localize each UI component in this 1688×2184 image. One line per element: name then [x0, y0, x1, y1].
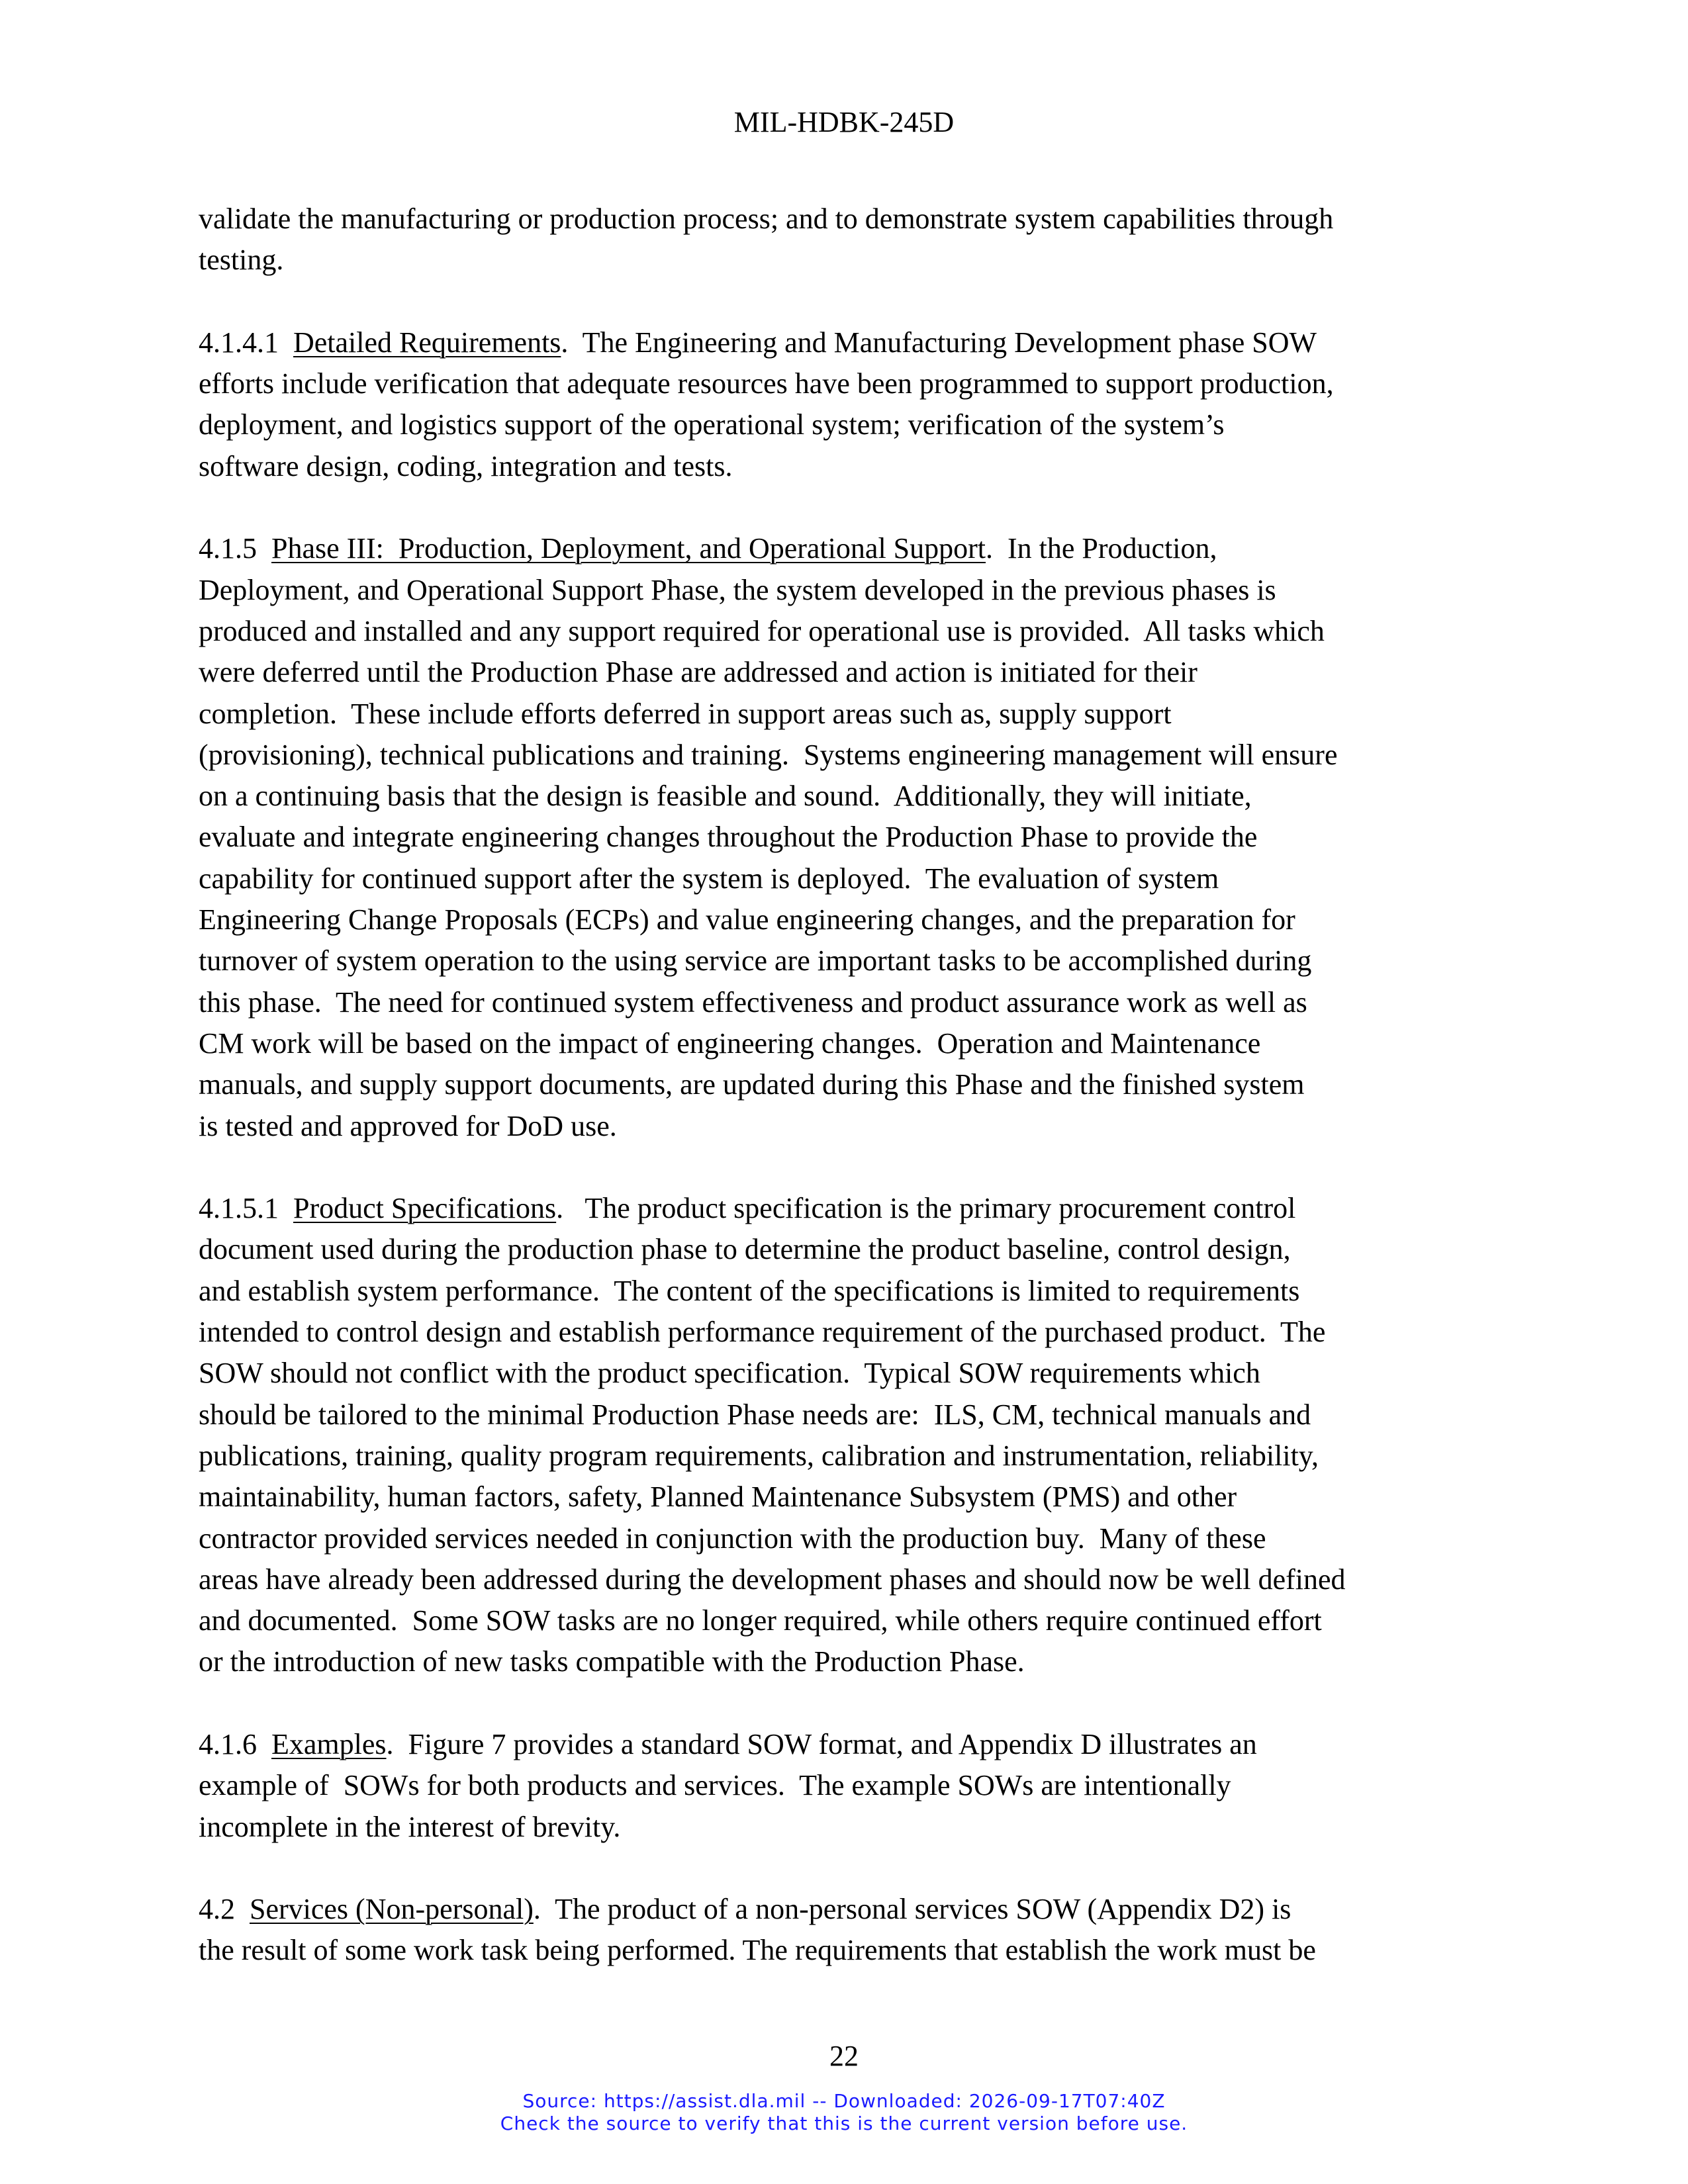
body-line: this phase. The need for continued system effectiveness and product assurance work as well as — [199, 985, 1307, 1019]
body-line: contractor provided services needed in conjunction with the production buy. Many of these — [199, 1522, 1266, 1555]
section-heading: Services (Non-personal) — [250, 1893, 534, 1926]
section-number: 4.1.5 — [199, 532, 257, 565]
body-text: The Engineering and Manufacturing Development phase SOW — [582, 326, 1317, 359]
body-line: validate the manufacturing or production process; and to demonstrate system capabilities through — [199, 203, 1334, 235]
body-line: (provisioning), technical publications and training. Systems engineering management will ensure — [199, 738, 1338, 771]
source-footer — [0, 2090, 1688, 2135]
body-line: software design, coding, integration and tests. — [199, 449, 733, 482]
body-line: example of SOWs for both products and services. The example SOWs are intentionally — [199, 1769, 1231, 1802]
body-text: The product specification is the primary procurement control — [585, 1192, 1296, 1225]
body-line: SOW should not conflict with the product specification. Typical SOW requirements which — [199, 1357, 1260, 1390]
body-line: incomplete in the interest of brevity. — [199, 1810, 621, 1843]
body-line: evaluate and integrate engineering changes throughout the Production Phase to provide the — [199, 821, 1258, 854]
body-line: were deferred until the Production Phase are addressed and action is initiated for their — [199, 656, 1197, 689]
body-line: Deployment, and Operational Support Phase, the system developed in the previous phases is — [199, 573, 1276, 606]
page-number: 22 — [829, 2040, 859, 2072]
section-number: 4.1.4.1 — [199, 326, 279, 359]
body-line: efforts include verification that adequate resources have been programmed to support production, — [199, 367, 1334, 400]
section-4-1-5 — [199, 528, 1503, 1146]
body-line: turnover of system operation to the using service are important tasks to be accomplished during — [199, 944, 1312, 978]
section-first-line: 4.1.4.1 Detailed Requirements. The Engineering and Manufacturing Development phase SOW — [199, 326, 1317, 359]
body-line: is tested and approved for DoD use. — [199, 1109, 617, 1142]
body-line: manuals, and supply support documents, are updated during this Phase and the finished system — [199, 1068, 1305, 1101]
section-4-1-6 — [199, 1724, 1503, 1848]
document-header: MIL-HDBK-245D — [733, 106, 955, 138]
verify-notice: Check the source to verify that this is the current version before use. — [500, 2113, 1188, 2134]
section-heading: Examples — [271, 1727, 387, 1760]
paragraph-continuation — [199, 199, 1503, 281]
body-line: document used during the production phase to determine the product baseline, control design, — [199, 1233, 1291, 1266]
body-line: produced and installed and any support required for operational use is provided. All tasks which — [199, 614, 1325, 647]
body-line: CM work will be based on the impact of engineering changes. Operation and Maintenance — [199, 1026, 1261, 1060]
body-line: and establish system performance. The content of the specifications is limited to requirements — [199, 1274, 1300, 1307]
body-line: should be tailored to the minimal Production Phase needs are: ILS, CM, technical manuals and — [199, 1398, 1311, 1431]
body-text: In the Production, — [1008, 532, 1217, 565]
body-line: areas have already been addressed during the development phases and should now be well defined — [199, 1563, 1346, 1596]
section-4-1-5-1 — [199, 1188, 1503, 1683]
body-line: deployment, and logistics support of the operational system; verification of the system’s — [199, 408, 1225, 441]
body-line: capability for continued support after the system is deployed. The evaluation of system — [199, 862, 1219, 895]
section-first-line: 4.1.6 Examples. Figure 7 provides a standard SOW format, and Appendix D illustrates an — [199, 1727, 1257, 1760]
section-heading: Detailed Requirements — [293, 326, 561, 359]
body-text: Figure 7 provides a standard SOW format, and Appendix D illustrates an — [408, 1727, 1257, 1760]
body-line: publications, training, quality program requirements, calibration and instrumentation, reliability, — [199, 1439, 1319, 1472]
section-4-2 — [199, 1889, 1503, 1972]
body-line: and documented. Some SOW tasks are no longer required, while others require continued effort — [199, 1604, 1322, 1637]
section-first-line: 4.2 Services (Non-personal). The product of a non-personal services SOW (Appendix D2) is — [199, 1893, 1291, 1926]
section-4-1-4-1 — [199, 322, 1503, 487]
body-line: or the introduction of new tasks compatible with the Production Phase. — [199, 1645, 1025, 1678]
body-line: the result of some work task being performed. The requirements that establish the work must be — [199, 1934, 1316, 1967]
page-body — [199, 199, 1503, 2013]
source-line: Source: https://assist.dla.mil -- Downloaded: 2026-09-17T07:40Z — [522, 2090, 1166, 2112]
body-line: maintainability, human factors, safety, Planned Maintenance Subsystem (PMS) and other — [199, 1480, 1237, 1514]
body-line: intended to control design and establish performance requirement of the purchased product. The — [199, 1316, 1326, 1349]
body-line: Engineering Change Proposals (ECPs) and value engineering changes, and the preparation for — [199, 903, 1295, 936]
section-heading: Phase III: Production, Deployment, and Operational Support — [271, 532, 986, 565]
section-number: 4.1.6 — [199, 1727, 257, 1760]
body-line: completion. These include efforts deferred in support areas such as, supply support — [199, 697, 1172, 730]
section-heading: Product Specifications — [293, 1192, 557, 1225]
section-first-line: 4.1.5 Phase III: Production, Deployment, and Operational Support. In the Production, — [199, 532, 1217, 565]
section-number: 4.1.5.1 — [199, 1192, 279, 1225]
body-line: on a continuing basis that the design is feasible and sound. Additionally, they will initiate, — [199, 780, 1252, 813]
body-text: The product of a non-personal services SOW (Appendix D2) is — [555, 1893, 1291, 1926]
section-first-line: 4.1.5.1 Product Specifications. The product specification is the primary procurement control — [199, 1192, 1296, 1225]
body-line: testing. — [199, 244, 284, 277]
section-number: 4.2 — [199, 1893, 235, 1926]
